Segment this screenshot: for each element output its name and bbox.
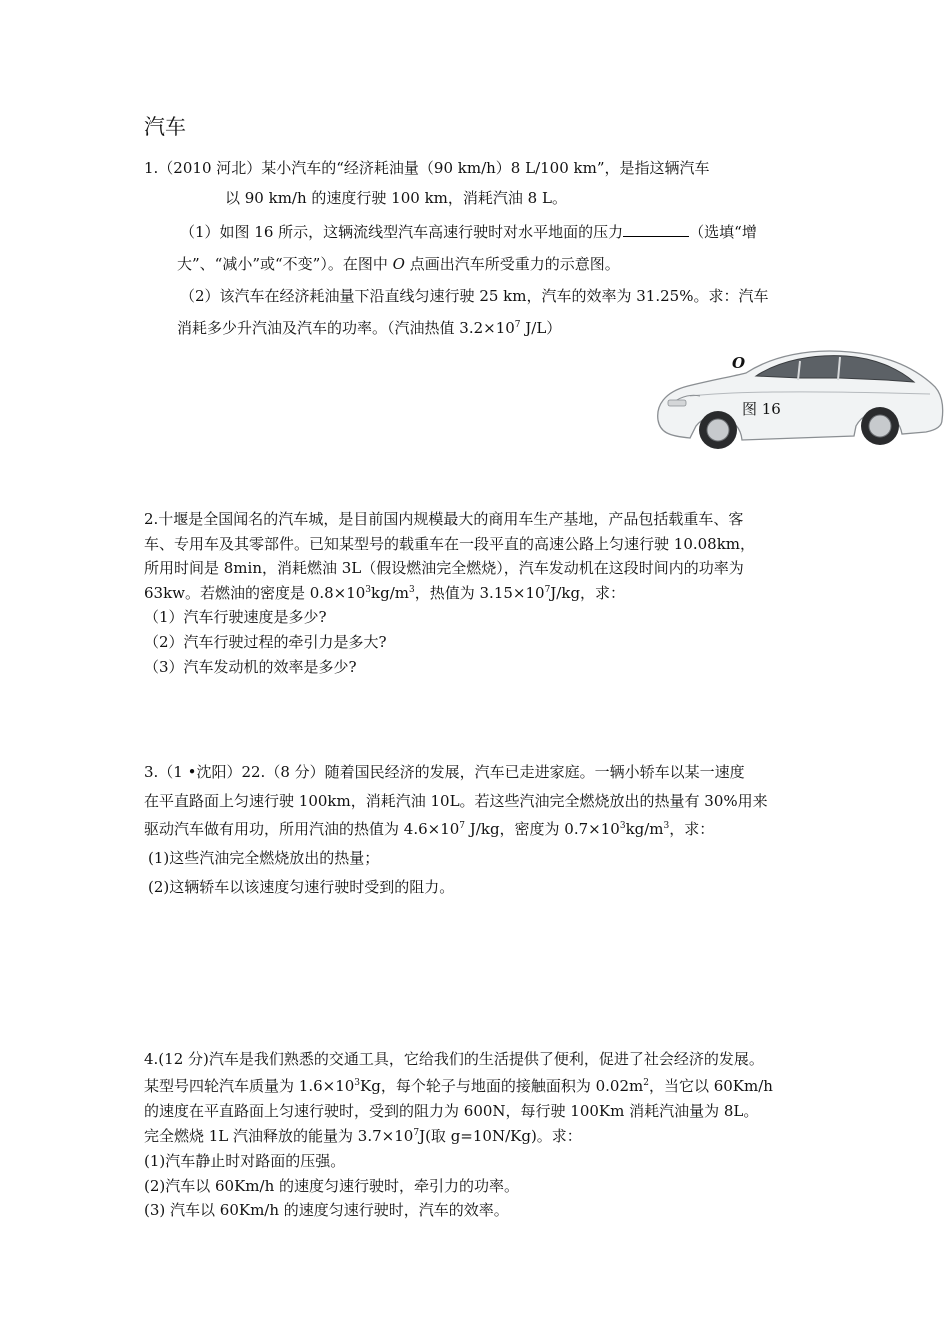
- q1-part1-cont-text-2: 点画出汽车所受重力的示意图。: [404, 255, 620, 273]
- exponent: 7: [413, 1128, 420, 1138]
- q4-energy-text: 完全燃烧 1L 汽油释放的能量为 3.7×10: [144, 1127, 414, 1145]
- q2-line-2: 车、专用车及其零部件。已知某型号的载重车在一段平直的高速公路上匀速行驶 10.08km，: [144, 535, 756, 553]
- q3-ask: ，求：: [669, 820, 715, 838]
- q1-part2-line: （2）该汽车在经济耗油量下沿直线匀速行驶 25 km，汽车的效率为 31.25%。求：汽车: [180, 287, 769, 305]
- q4-sub-2: (2)汽车以 60Km/h 的速度匀速行驶时，牵引力的功率。: [144, 1177, 520, 1195]
- q4-speed-text: ，当它以 60Km/h: [648, 1077, 773, 1095]
- q4-sub-3: (3) 汽车以 60Km/h 的速度匀速行驶时，汽车的效率。: [144, 1201, 509, 1219]
- q4-area-text: Kg，每个轮子与地面的接触面积为 0.02m: [360, 1077, 644, 1095]
- q2-density-text: 63kw。若燃油的密度是 0.8×10: [144, 584, 366, 602]
- page-title: 汽车: [144, 115, 186, 139]
- exponent: 3: [663, 821, 670, 831]
- exponent: 2: [643, 1078, 649, 1088]
- q4-sub-1: (1)汽车静止时对路面的压强。: [144, 1152, 346, 1170]
- q4-line-2: [144, 1076, 773, 1096]
- q1-part1-text: （1）如图 16 所示，这辆流线型汽车高速行驶时对水平地面的压力: [180, 223, 624, 241]
- exponent: 3: [354, 1078, 361, 1088]
- q2-sub-2: （2）汽车行驶过程的牵引力是多大?: [144, 633, 387, 651]
- q4-line-4: [144, 1126, 582, 1146]
- q4-line-1: 4.(12 分)汽车是我们熟悉的交通工具，它给我们的生活提供了便利，促进了社会经济的发展。: [144, 1050, 764, 1068]
- q2-line-3: 所用时间是 8min，消耗燃油 3L（假设燃油完全燃烧），汽车发动机在这段时间内的功率为: [144, 559, 744, 577]
- q1-part1-continued: [177, 254, 620, 274]
- exponent: 7: [459, 821, 466, 831]
- q3-line-2: 在平直路面上匀速行驶 100km，消耗汽油 10L。若这些汽油完全燃烧放出的热量有 30%用来: [144, 792, 768, 810]
- q2-line-4: [144, 583, 625, 603]
- exponent: 3: [365, 585, 372, 595]
- figure-caption: 图 16: [742, 400, 781, 418]
- q4-line-3: 的速度在平直路面上匀速行驶时，受到的阻力为 600N，每行驶 100Km 消耗汽油量为 8L。: [144, 1102, 759, 1120]
- q3-density-text: J/kg，密度为 0.7×10: [465, 820, 620, 838]
- point-o-label: O: [732, 354, 746, 372]
- q3-heat-text: 驱动汽车做有用功，所用汽油的热值为 4.6×10: [144, 820, 460, 838]
- q3-density-unit: kg/m: [625, 820, 664, 838]
- exponent: 3: [409, 585, 415, 595]
- q2-heat-text: ，热值为 3.15×10: [414, 584, 545, 602]
- q1-part2-cont-text: 消耗多少升汽油及汽车的功率。（汽油热值 3.2×10: [177, 319, 515, 337]
- answer-blank[interactable]: [623, 221, 689, 237]
- q1-part1-line: [180, 221, 757, 242]
- q1-line-1: 1.（2010 河北）某小汽车的“经济耗油量（90 km/h）8 L/100 km”，是指这辆汽车: [144, 159, 710, 177]
- q1-line-2: 以 90 km/h 的速度行驶 100 km，消耗汽油 8 L。: [225, 189, 567, 207]
- q3-sub-2: (2)这辆轿车以该速度匀速行驶时受到的阻力。: [148, 878, 455, 896]
- q3-line-1: 3.（1 •沈阳）22.（8 分）随着国民经济的发展，汽车已走进家庭。一辆小轿车以某一速度: [144, 763, 745, 781]
- q1-part2-unit: J/L）: [520, 319, 562, 337]
- q2-sub-1: （1）汽车行驶速度是多少?: [144, 608, 327, 626]
- q3-sub-1: (1)这些汽油完全燃烧放出的热量；: [148, 849, 380, 867]
- car-figure: [650, 340, 946, 452]
- q1-part1-options: （选填“增: [689, 223, 757, 241]
- exponent: 7: [544, 585, 551, 595]
- q3-line-3: [144, 819, 714, 839]
- q1-part2-continued: [177, 318, 561, 338]
- exponent: 3: [619, 821, 626, 831]
- q2-line-1: 2.十堰是全国闻名的汽车城，是目前国内规模最大的商用车生产基地，产品包括载重车、客: [144, 510, 744, 528]
- exponent: 7: [514, 320, 521, 330]
- q4-mass-text: 某型号四轮汽车质量为 1.6×10: [144, 1077, 355, 1095]
- q2-density-unit: kg/m: [371, 584, 409, 602]
- q4-energy-unit: J(取 g=10N/Kg)。求：: [419, 1127, 582, 1145]
- q1-part1-cont-text: 大”、“减小”或“不变”）。在图中: [177, 255, 393, 273]
- q2-sub-3: （3）汽车发动机的效率是多少?: [144, 658, 357, 676]
- q2-heat-unit: J/kg，求：: [550, 584, 626, 602]
- point-o-ref: O: [392, 255, 405, 273]
